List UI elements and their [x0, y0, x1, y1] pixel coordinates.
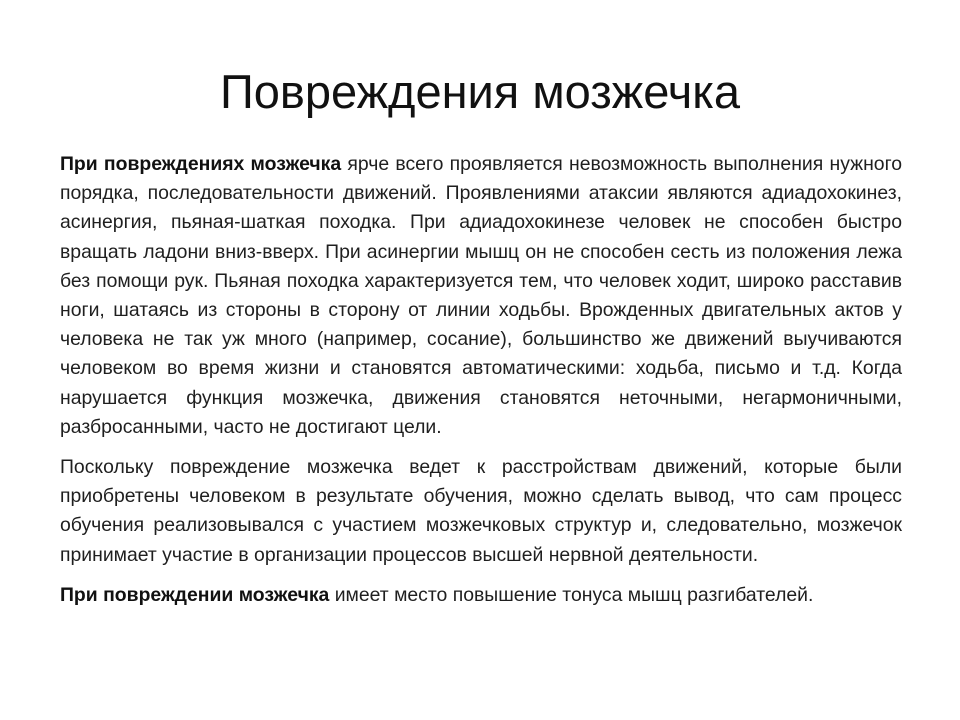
paragraph-text: ярче всего проявляется невозможность выполнения нужного порядка, последовательности движений. Проявлениями атаксии являются адиадохокинез, асинергия, пьяная-шаткая походка. При адиадохокинезе человек не способен быстро вращать ладони вниз-вверх. При асинергии мышц он не способен сесть из положения лежа без помощи рук. Пьяная походка характеризуется тем, что человек ходит, широко расставив ноги, шатаясь из стороны в сторону от линии ходьбы. Врожденных двигательных актов у человека не так уж много (например, сосание), большинство же движений выучиваются человеком во время жизни и становятся автоматическими: ходьба, письмо и т.д. Когда нарушается функция мозжечка, движения становятся неточными, негармоничными, разбросанными, часто не достигают цели. [60, 153, 902, 438]
paragraph-text: имеет место повышение тонуса мышц разгибателей. [329, 583, 814, 606]
slide-body [60, 150, 902, 610]
slide-title: Повреждения мозжечка [219, 65, 741, 118]
paragraph-extensor-tone [60, 581, 902, 610]
paragraph-text: Поскольку повреждение мозжечка ведет к расстройствам движений, которые были приобретены человеком в результате обучения, можно сделать вывод, что сам процесс обучения реализовывался с участием мозжечковых структур и, следовательно, мозжечок принимает участие в организации процессов высшей нервной деятельности. [60, 456, 902, 566]
paragraph-lead: При повреждениях мозжечка [60, 153, 342, 175]
paragraph-learning-conclusion [60, 453, 902, 570]
paragraph-lead: При повреждении мозжечка [60, 583, 330, 606]
paragraph-cerebellum-damage-symptoms [60, 150, 902, 442]
